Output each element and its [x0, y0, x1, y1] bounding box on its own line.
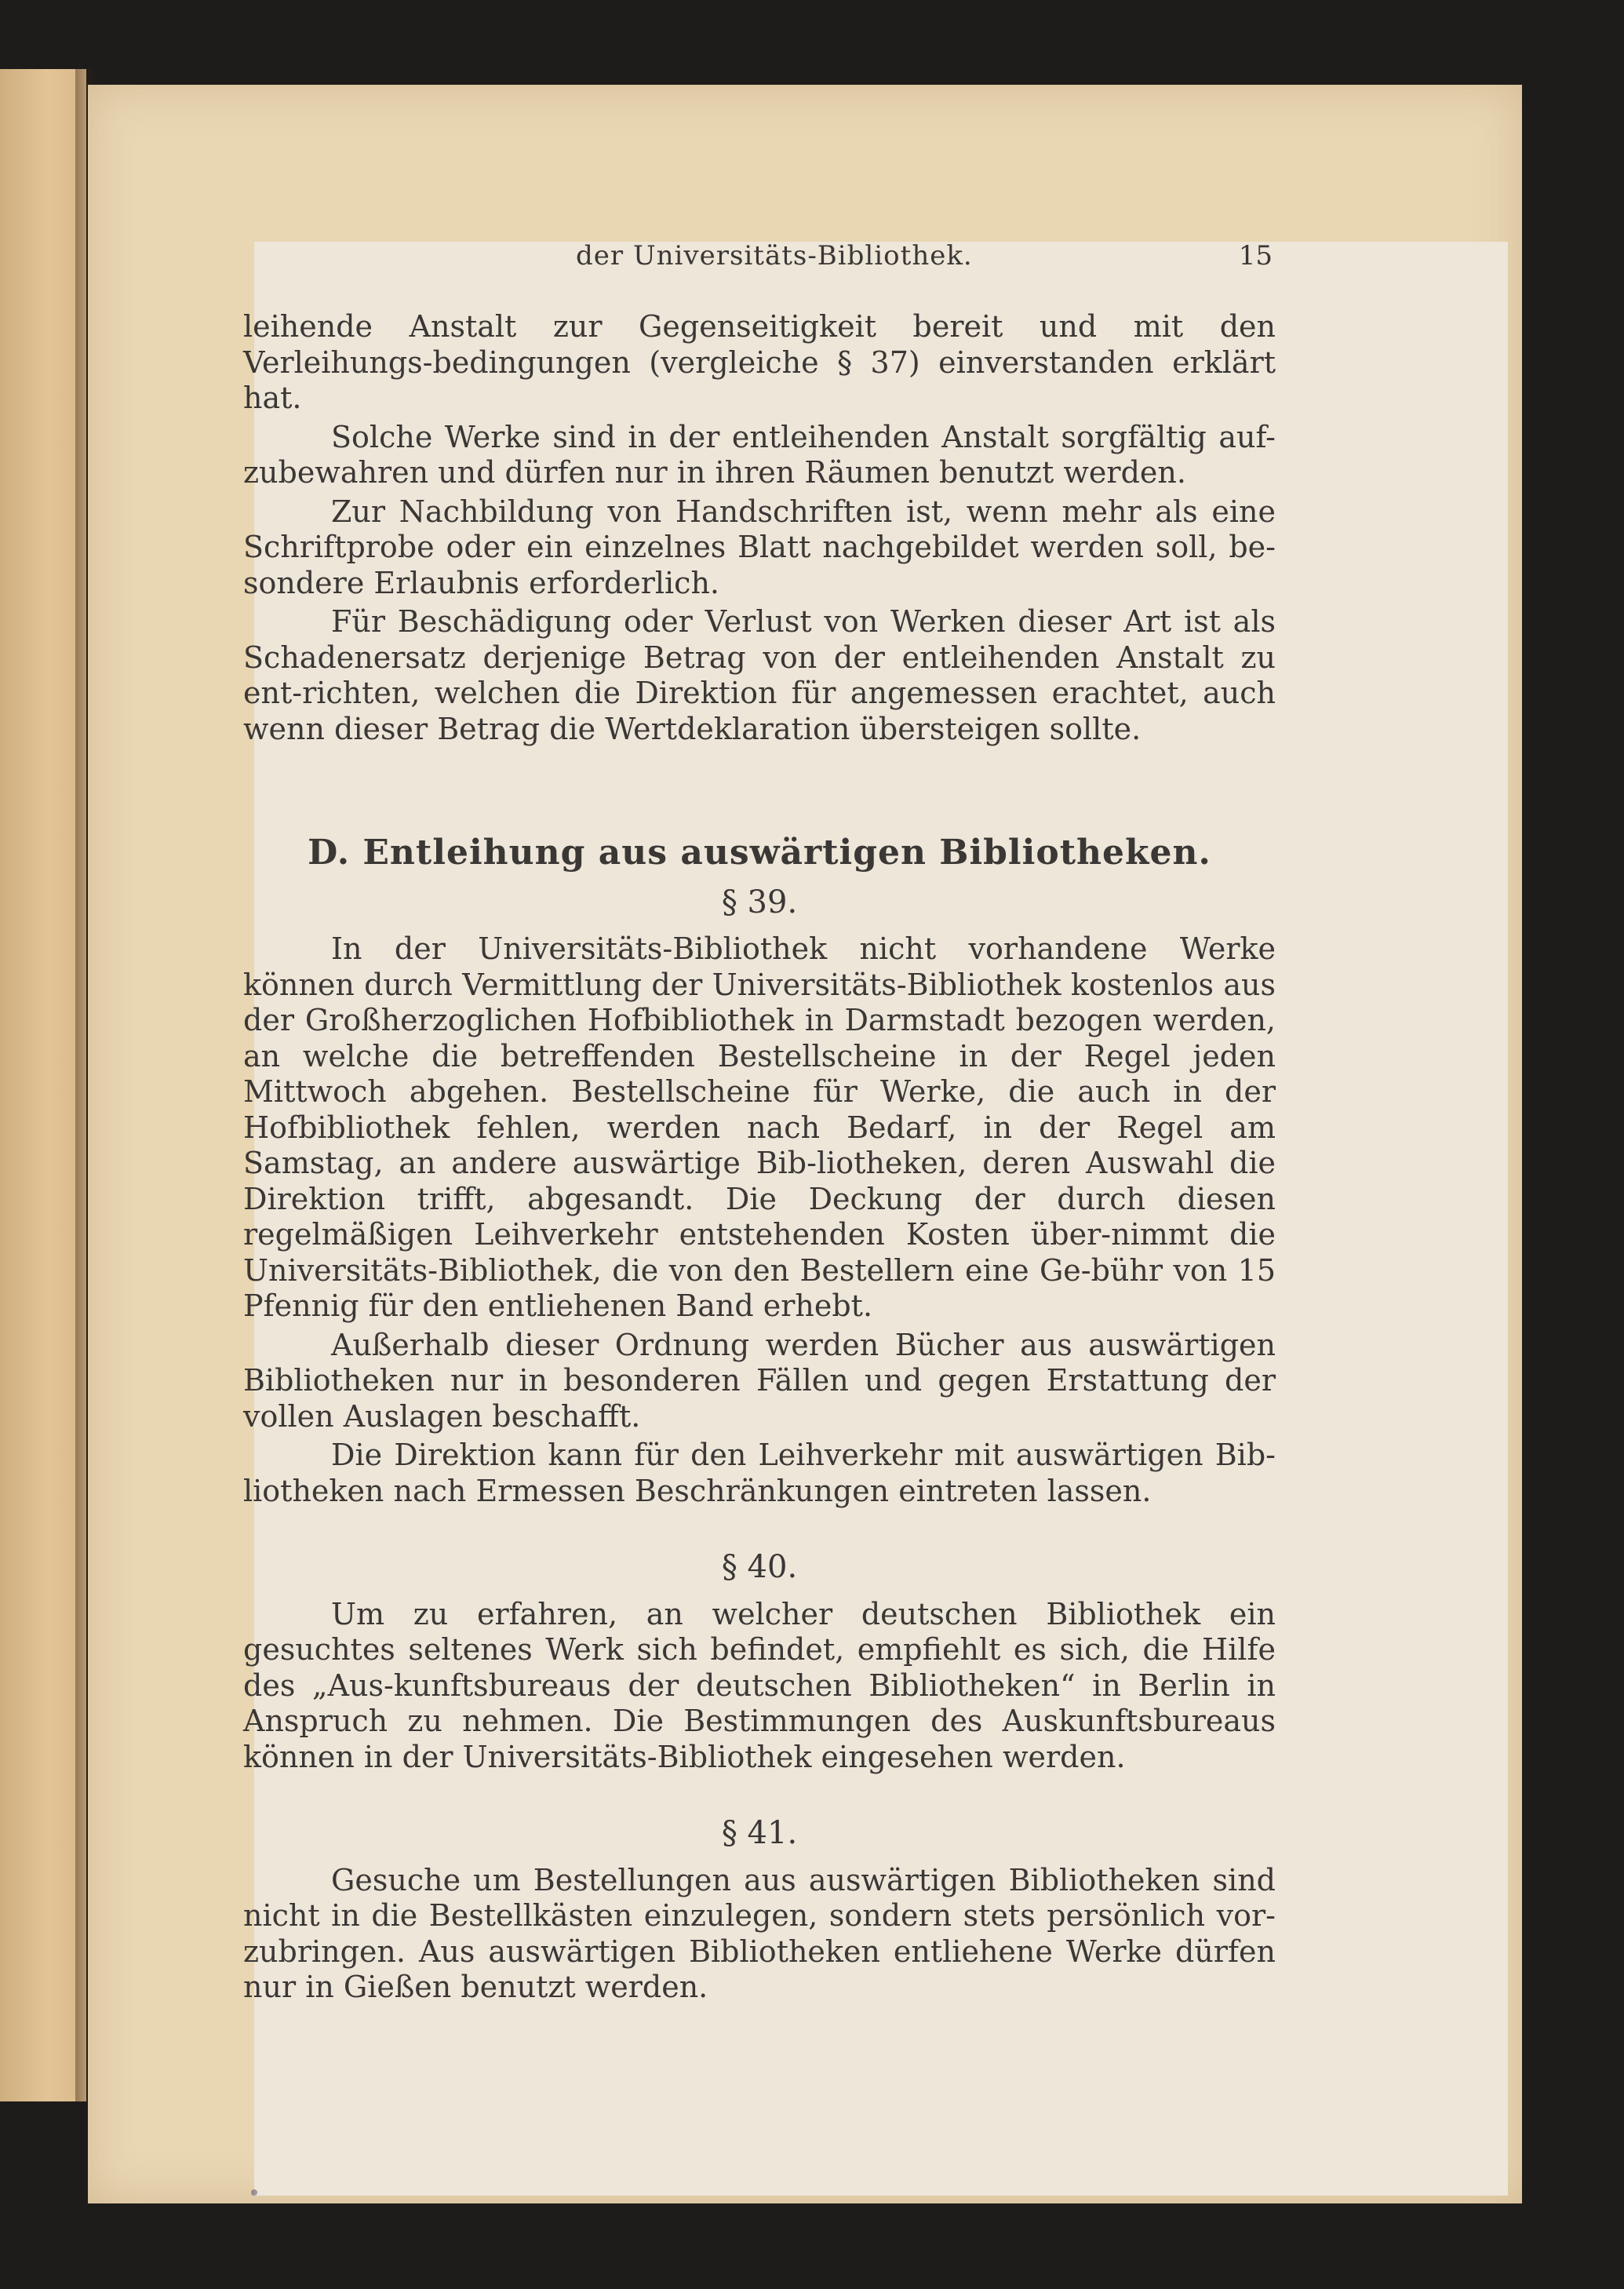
page-content	[243, 235, 1276, 2006]
section-mark-40: § 40.	[721, 1549, 798, 1585]
paragraph: Außerhalb dieser Ordnung werden Bücher aus auswärtigen Bibliotheken nur in besonderen Fällen und gegen Erstattung der vollen Auslagen beschafft.	[243, 1327, 1276, 1434]
paragraph: Gesuche um Bestellungen aus auswärtigen Bibliotheken sind nicht in die Bestellkästen einzulegen, sondern stets persönlich vor-zubringen. Aus auswärtigen Bibliotheken entliehene Werke dürfen nur in Gießen benutzt werden.	[243, 1862, 1276, 2004]
paragraph: In der Universitäts-Bibliothek nicht vorhandene Werke können durch Vermittlung der Universitäts-Bibliothek kostenlos aus der Großherzoglichen Hofbibliothek in Darmstadt bezogen werden, an welche die betreffenden Bestellscheine in der Regel jeden Mittwoch abgehen. Bestellscheine für Werke, die auch in der Hofbibliothek fehlen, werden nach Bedarf, in der Regel am Samstag, an andere auswärtige Bib-liotheken, deren Auswahl die Direktion trifft, abgesandt. Die Deckung der durch diesen regelmäßigen Leihverkehr entstehenden Kosten über-nimmt die Universitäts-Bibliothek, die von den Bestellern eine Ge-bühr von 15 Pfennig für den entliehenen Band erhebt.	[243, 931, 1276, 1323]
section-mark-41: § 41.	[721, 1815, 798, 1851]
paragraph: Die Direktion kann für den Leihverkehr mit auswärtigen Bib-liotheken nach Ermessen Beschränkungen eintreten lassen.	[243, 1438, 1276, 1508]
paragraph: Zur Nachbildung von Handschriften ist, wenn mehr als eine Schriftprobe oder ein einzelnes Blatt nachgebildet werden soll, be-sondere Erlaubnis erforderlich.	[243, 494, 1276, 600]
paragraph: Um zu erfahren, an welcher deutschen Bibliothek ein gesuchtes seltenes Werk sich befindet, empfiehlt es sich, die Hilfe des „Aus-kunftsbureaus der deutschen Bibliotheken“ in Berlin in Anspruch zu nehmen. Die Bestimmungen des Auskunftsbureaus können in der Universitäts-Bibliothek eingesehen werden.	[243, 1596, 1276, 1774]
paragraph: Solche Werke sind in der entleihenden Anstalt sorgfältig auf-zubewahren und dürfen nur in ihren Räumen benutzt werden.	[243, 419, 1276, 490]
section-heading: D. Entleihung aus auswärtigen Bibliotheken.	[308, 833, 1211, 873]
running-header	[243, 239, 1276, 278]
paragraph-continuation: leihende Anstalt zur Gegenseitigkeit bereit und mit den Verleihungs-bedingungen (vergleiche § 37) einverstanden erklärt hat.	[243, 309, 1276, 415]
running-title: der Universitäts-Bibliothek.	[576, 240, 973, 272]
left-page-edge	[0, 69, 86, 2101]
section-mark-39: § 39.	[721, 884, 798, 920]
page-number: 15	[1238, 240, 1273, 272]
paragraph: Für Beschädigung oder Verlust von Werken dieser Art ist als Schadenersatz derjenige Betrag von der entleihenden Anstalt zu ent-richten, welchen die Direktion für angemessen erachtet, auch wenn dieser Betrag die Wertdeklaration übersteigen sollte.	[243, 604, 1276, 746]
ink-mark	[251, 2189, 257, 2196]
